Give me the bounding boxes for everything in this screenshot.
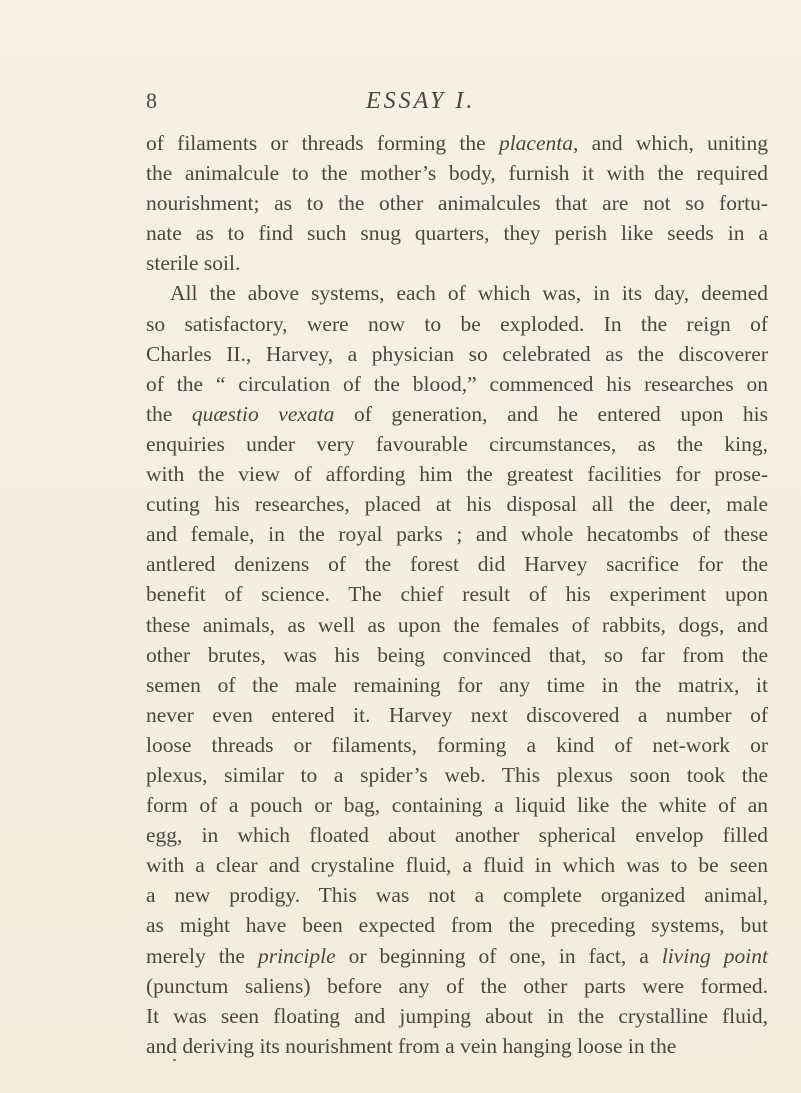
running-head: ESSAY I.: [366, 88, 476, 114]
text-segment: All the above systems, each of which was, in its day, deemed: [170, 281, 768, 306]
text-line: [146, 820, 768, 850]
text-line: [146, 158, 768, 188]
text-segment: and deriving its nourishment from a vein hanging loose in the: [146, 1033, 677, 1058]
italic-text: placenta: [498, 131, 573, 155]
text-segment: plexus, similar to a spider’s web. This plexus soon took the: [146, 762, 768, 787]
text-line: [146, 971, 768, 1001]
text-segment: or beginning of one, in fact, a: [335, 943, 662, 968]
text-segment: and female, in the royal parks ; and whole hecatombs of these: [146, 522, 768, 547]
text-segment: egg, in which floated about another spherical envelop filled: [146, 823, 768, 848]
text-line: [146, 640, 768, 670]
italic-text: principle: [257, 943, 336, 968]
italic-text: living point: [661, 943, 768, 968]
text-line: [146, 910, 768, 940]
text-line: [146, 188, 768, 218]
text-segment: cuting his researches, placed at his disposal all the deer, male: [146, 492, 768, 517]
italic-text: quæstio vexata: [191, 401, 335, 426]
page-number: 8: [146, 88, 158, 113]
text-segment: nate as to find such snug quarters, they perish like seeds in a: [146, 221, 768, 246]
text-line: [146, 790, 768, 820]
text-segment: as might have been expected from the preceding systems, but: [146, 913, 768, 938]
text-segment: It was seen floating and jumping about in the crystalline fluid,: [146, 1003, 768, 1028]
text-segment: sterile soil.: [146, 251, 241, 276]
text-line: [146, 278, 768, 308]
text-segment: of filaments or threads forming the: [146, 131, 499, 155]
text-line: [146, 760, 768, 790]
text-line: [146, 519, 768, 549]
text-line: [146, 1001, 768, 1031]
text-line: [146, 218, 768, 248]
text-segment: (punctum saliens) before any of the other parts were formed.: [146, 973, 768, 998]
text-line: [146, 309, 768, 339]
text-segment: with a clear and crystaline fluid, a fluid in which was to be seen: [146, 853, 768, 878]
text-segment: these animals, as well as upon the females of rabbits, dogs, and: [146, 612, 768, 637]
text-line: [146, 429, 768, 459]
body-text: [146, 128, 768, 1061]
text-line: [146, 670, 768, 700]
paper-speck: [173, 1059, 176, 1061]
text-segment: antlered denizens of the forest did Harvey sacrifice for the: [146, 552, 768, 577]
text-line: [146, 489, 768, 519]
text-segment: form of a pouch or bag, containing a liquid like the white of an: [146, 793, 768, 818]
text-segment: of the “ circulation of the blood,” commenced his researches on: [146, 371, 768, 396]
text-segment: , and which, uniting: [572, 131, 768, 155]
text-line: [146, 579, 768, 609]
text-segment: with the view of affording him the greatest facilities for prose-: [146, 462, 768, 487]
text-segment: Charles II., Harvey, a physician so celebrated as the discoverer: [146, 341, 768, 366]
text-segment: nourishment; as to the other animalcules that are not so fortu-: [146, 191, 768, 216]
text-segment: never even entered it. Harvey next discovered a number of: [146, 702, 768, 727]
text-segment: the animalcule to the mother’s body, furnish it with the required: [146, 161, 768, 186]
text-segment: semen of the male remaining for any time in the matrix, it: [146, 672, 768, 697]
text-segment: enquiries under very favourable circumstances, as the king,: [146, 431, 768, 456]
text-segment: the: [146, 401, 192, 426]
text-line: [146, 459, 768, 489]
text-line: [146, 880, 768, 910]
text-segment: loose threads or filaments, forming a kind of net-work or: [146, 732, 768, 757]
text-segment: so satisfactory, were now to be exploded. In the reign of: [146, 311, 768, 336]
text-line: [146, 700, 768, 730]
text-line: [146, 369, 768, 399]
text-segment: a new prodigy. This was not a complete organized animal,: [146, 883, 768, 908]
text-line: [146, 941, 768, 971]
text-segment: benefit of science. The chief result of his experiment upon: [146, 582, 768, 607]
text-line: [146, 1031, 768, 1061]
text-line: [146, 128, 768, 158]
text-line: [146, 248, 768, 278]
text-line: [146, 549, 768, 579]
text-line: [146, 730, 768, 760]
text-line: [146, 610, 768, 640]
text-line: [146, 339, 768, 369]
text-segment: merely the: [146, 943, 258, 968]
text-line: [146, 399, 768, 429]
text-line: [146, 850, 768, 880]
text-segment: of generation, and he entered upon his: [334, 401, 768, 426]
text-segment: other brutes, was his being convinced that, so far from the: [146, 642, 768, 667]
